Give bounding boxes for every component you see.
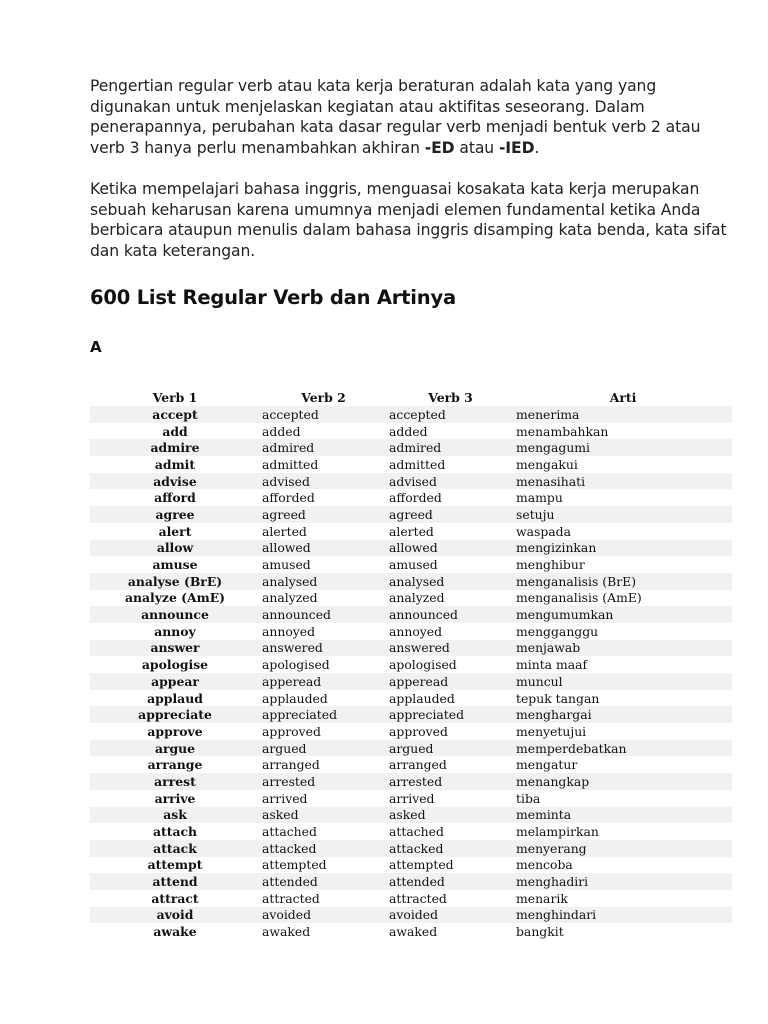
section-heading: 600 List Regular Verb dan Artinya (90, 286, 456, 309)
verb3-cell: avoided (387, 907, 514, 924)
table-row (90, 656, 732, 673)
verb3-cell: arrived (387, 790, 514, 807)
verb1-cell: analyse (BrE) (90, 573, 260, 590)
verb2-cell: admitted (260, 456, 387, 473)
table-row (90, 406, 732, 423)
table-row (90, 723, 732, 740)
verb3-cell: agreed (387, 506, 514, 523)
table-row (90, 773, 732, 790)
verb1-cell: announce (90, 606, 260, 623)
table-row (90, 823, 732, 840)
intro-text: Pengertian regular verb atau kata kerja beraturan adalah kata yang yang digunakan untuk menjelaskan kegiatan atau aktifitas seseorang. Dalam penerapannya, perubahan kata dasar regular verb menjadi bentuk verb 2 atau verb 3 hanya perlu menambahkan akhiran (90, 77, 701, 157)
verb2-cell: amused (260, 556, 387, 573)
arti-cell: menghadiri (514, 873, 732, 890)
verb3-cell: annoyed (387, 623, 514, 640)
verb2-cell: admired (260, 439, 387, 456)
verb1-cell: argue (90, 740, 260, 757)
verb1-cell: alert (90, 523, 260, 540)
verb3-cell: awaked (387, 923, 514, 940)
verb1-cell: approve (90, 723, 260, 740)
arti-cell: menerima (514, 406, 732, 423)
arti-cell: tiba (514, 790, 732, 807)
document-page (90, 76, 735, 356)
verb2-cell: attended (260, 873, 387, 890)
verb2-cell: annoyed (260, 623, 387, 640)
verb1-cell: appear (90, 673, 260, 690)
verb1-cell: applaud (90, 690, 260, 707)
table-row (90, 606, 732, 623)
table-row (90, 506, 732, 523)
table-row (90, 590, 732, 607)
verb3-cell: analysed (387, 573, 514, 590)
verb1-cell: agree (90, 506, 260, 523)
verb2-cell: appreciated (260, 706, 387, 723)
table-row (90, 790, 732, 807)
intro-paragraph (90, 76, 735, 158)
table-row (90, 706, 732, 723)
verb3-cell: added (387, 423, 514, 440)
verb3-cell: admired (387, 439, 514, 456)
verb2-cell: asked (260, 807, 387, 824)
arti-cell: menyetujui (514, 723, 732, 740)
verb2-cell: applauded (260, 690, 387, 707)
arti-cell: menasihati (514, 473, 732, 490)
header-arti: Arti (609, 389, 637, 405)
verb1-cell: awake (90, 923, 260, 940)
verb1-cell: admit (90, 456, 260, 473)
verb1-cell: admire (90, 439, 260, 456)
verb1-cell: attempt (90, 857, 260, 874)
verb1-cell: arrest (90, 773, 260, 790)
verb1-cell: analyze (AmE) (90, 590, 260, 607)
verb3-cell: apperead (387, 673, 514, 690)
table-row (90, 690, 732, 707)
verb2-cell: afforded (260, 489, 387, 506)
section-letter: A (90, 338, 102, 356)
table-row (90, 857, 732, 874)
arti-cell: menghargai (514, 706, 732, 723)
verb3-cell: attempted (387, 857, 514, 874)
verb3-cell: apologised (387, 656, 514, 673)
verb2-cell: apologised (260, 656, 387, 673)
verb2-cell: alerted (260, 523, 387, 540)
table-row (90, 873, 732, 890)
table-row (90, 807, 732, 824)
verb2-cell: attacked (260, 840, 387, 857)
header-verb1: Verb 1 (152, 389, 198, 405)
verb3-cell: answered (387, 640, 514, 657)
arti-cell: mengizinkan (514, 540, 732, 557)
verb3-cell: appreciated (387, 706, 514, 723)
arti-cell: menganalisis (AmE) (514, 590, 732, 607)
verb1-cell: attach (90, 823, 260, 840)
regular-verb-table (90, 388, 732, 940)
arti-cell: setuju (514, 506, 732, 523)
arti-cell: mengumumkan (514, 606, 732, 623)
verb3-cell: attacked (387, 840, 514, 857)
verb1-cell: appreciate (90, 706, 260, 723)
verb3-cell: arrested (387, 773, 514, 790)
table-row (90, 523, 732, 540)
table-body (90, 406, 732, 940)
arti-cell: memperdebatkan (514, 740, 732, 757)
arti-cell: mengganggu (514, 623, 732, 640)
suffix-connector: atau (454, 138, 499, 157)
arti-cell: waspada (514, 523, 732, 540)
verb3-cell: arranged (387, 756, 514, 773)
verb1-cell: attack (90, 840, 260, 857)
verb2-cell: allowed (260, 540, 387, 557)
table-row (90, 623, 732, 640)
table-row (90, 423, 732, 440)
verb2-cell: accepted (260, 406, 387, 423)
verb1-cell: arrive (90, 790, 260, 807)
verb1-cell: afford (90, 489, 260, 506)
arti-cell: mengatur (514, 756, 732, 773)
verb2-cell: argued (260, 740, 387, 757)
verb2-cell: arranged (260, 756, 387, 773)
verb2-cell: analysed (260, 573, 387, 590)
verb1-cell: allow (90, 540, 260, 557)
verb2-cell: advised (260, 473, 387, 490)
arti-cell: mengagumi (514, 439, 732, 456)
verb3-cell: announced (387, 606, 514, 623)
verb3-cell: asked (387, 807, 514, 824)
table-row (90, 489, 732, 506)
verb3-cell: approved (387, 723, 514, 740)
verb2-cell: announced (260, 606, 387, 623)
verb2-cell: apperead (260, 673, 387, 690)
verb3-cell: attended (387, 873, 514, 890)
table-row (90, 456, 732, 473)
table-row (90, 473, 732, 490)
arti-cell: menjawab (514, 640, 732, 657)
verb2-cell: attached (260, 823, 387, 840)
header-verb3: Verb 3 (428, 389, 473, 405)
table-row (90, 923, 732, 940)
arti-cell: menyerang (514, 840, 732, 857)
arti-cell: meminta (514, 807, 732, 824)
arti-cell: mengakui (514, 456, 732, 473)
verb1-cell: arrange (90, 756, 260, 773)
verb3-cell: attached (387, 823, 514, 840)
arti-cell: melampirkan (514, 823, 732, 840)
verb3-cell: argued (387, 740, 514, 757)
arti-cell: mampu (514, 489, 732, 506)
table-row (90, 840, 732, 857)
verb2-cell: analyzed (260, 590, 387, 607)
verb2-cell: agreed (260, 506, 387, 523)
table-row (90, 673, 732, 690)
arti-cell: menambahkan (514, 423, 732, 440)
table-header-row (90, 388, 732, 406)
verb2-cell: added (260, 423, 387, 440)
verb1-cell: avoid (90, 907, 260, 924)
table-row (90, 540, 732, 557)
arti-cell: menghindari (514, 907, 732, 924)
verb2-cell: answered (260, 640, 387, 657)
arti-cell: menangkap (514, 773, 732, 790)
verb1-cell: ask (90, 807, 260, 824)
verb1-cell: accept (90, 406, 260, 423)
arti-cell: menghibur (514, 556, 732, 573)
table-row (90, 756, 732, 773)
table-row (90, 439, 732, 456)
verb3-cell: analyzed (387, 590, 514, 607)
suffix-ied: -IED (498, 138, 535, 157)
intro-end: . (534, 138, 540, 157)
table-row (90, 890, 732, 907)
verb2-cell: avoided (260, 907, 387, 924)
arti-cell: tepuk tangan (514, 690, 732, 707)
suffix-ed: -ED (424, 138, 455, 157)
verb3-cell: allowed (387, 540, 514, 557)
table-row (90, 740, 732, 757)
arti-cell: menganalisis (BrE) (514, 573, 732, 590)
verb3-cell: accepted (387, 406, 514, 423)
arti-cell: muncul (514, 673, 732, 690)
verb3-cell: alerted (387, 523, 514, 540)
verb3-cell: admitted (387, 456, 514, 473)
verb1-cell: attract (90, 890, 260, 907)
verb2-cell: arrived (260, 790, 387, 807)
verb2-cell: arrested (260, 773, 387, 790)
table-row (90, 907, 732, 924)
table-row (90, 556, 732, 573)
verb1-cell: add (90, 423, 260, 440)
arti-cell: menarik (514, 890, 732, 907)
verb3-cell: afforded (387, 489, 514, 506)
verb3-cell: attracted (387, 890, 514, 907)
verb2-cell: attracted (260, 890, 387, 907)
table-row (90, 573, 732, 590)
verb1-cell: apologise (90, 656, 260, 673)
table-row (90, 640, 732, 657)
verb1-cell: attend (90, 873, 260, 890)
verb2-cell: awaked (260, 923, 387, 940)
verb2-cell: attempted (260, 857, 387, 874)
verb3-cell: advised (387, 473, 514, 490)
second-paragraph: Ketika mempelajari bahasa inggris, menguasai kosakata kata kerja merupakan sebuah keharusan karena umumnya menjadi elemen fundamental ketika Anda berbicara ataupun menulis dalam bahasa inggris disamping kata benda, kata sifat dan kata keterangan. (90, 180, 727, 260)
arti-cell: bangkit (514, 923, 732, 940)
arti-cell: mencoba (514, 857, 732, 874)
verb1-cell: amuse (90, 556, 260, 573)
verb1-cell: answer (90, 640, 260, 657)
verb2-cell: approved (260, 723, 387, 740)
arti-cell: minta maaf (514, 656, 732, 673)
verb1-cell: advise (90, 473, 260, 490)
verb3-cell: applauded (387, 690, 514, 707)
verb1-cell: annoy (90, 623, 260, 640)
header-verb2: Verb 2 (301, 389, 346, 405)
verb3-cell: amused (387, 556, 514, 573)
